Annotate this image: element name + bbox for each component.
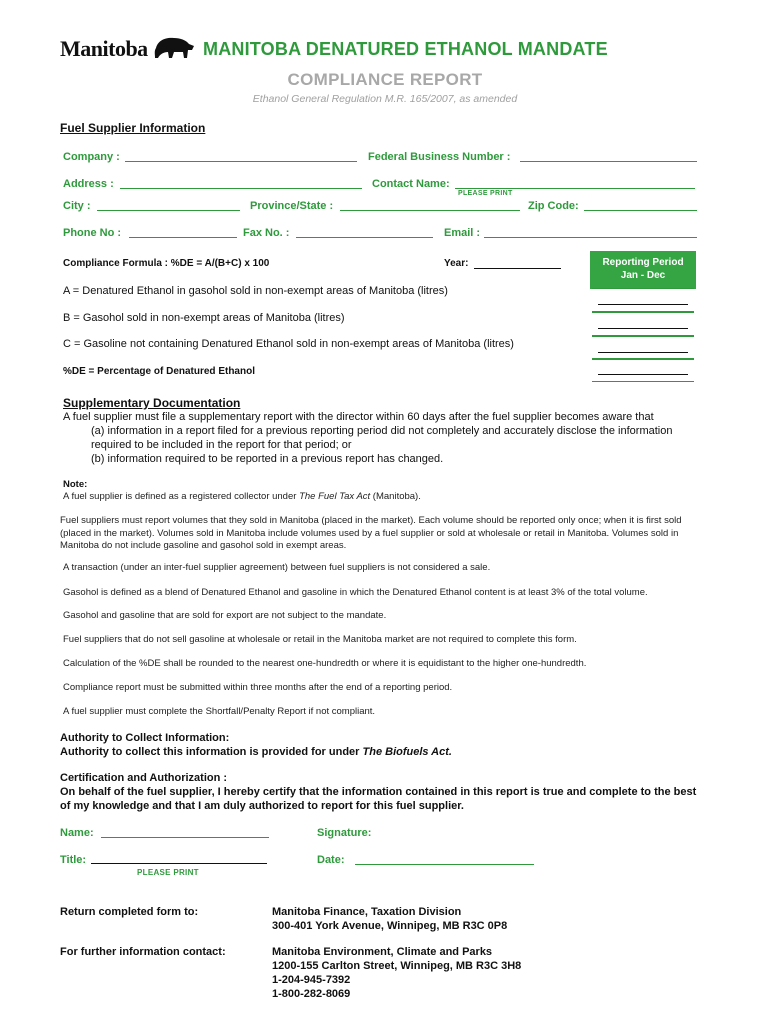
reporting-period-title: Reporting Period [602, 257, 684, 268]
authority-text: Authority to collect this information is provided for under The Biofuels Act. [60, 746, 452, 758]
supplementary-line-3: required to be included in the report for that period; or [91, 439, 352, 451]
note-export: Gasohol and gasoline that are sold for export are not subject to the mandate. [63, 610, 387, 621]
return-address-line-2: 300-401 York Avenue, Winnipeg, MB R3C 0P8 [272, 920, 508, 932]
province-field[interactable] [340, 200, 520, 211]
supplementary-line-4: (b) information required to be reported in a previous report has changed. [91, 453, 444, 465]
federal-business-number-field[interactable] [520, 151, 697, 162]
name-label: Name: [60, 827, 94, 839]
supplementary-line-2: (a) information in a report filed for a previous reporting period did not completely and accurately disclose the information [91, 425, 673, 437]
title-field[interactable] [91, 853, 267, 864]
date-label: Date: [317, 854, 345, 866]
return-address-line-1: Manitoba Finance, Taxation Division [272, 906, 462, 918]
company-field[interactable] [125, 151, 357, 162]
email-field[interactable] [484, 227, 697, 238]
info-phone-1: 1-204-945-7392 [272, 974, 351, 986]
supplier-section-heading: Fuel Supplier Information [60, 121, 206, 135]
city-field[interactable] [97, 200, 240, 211]
note-collector-definition: A fuel supplier is defined as a registered collector under The Fuel Tax Act (Manitoba). [63, 491, 421, 502]
date-field[interactable] [355, 854, 534, 865]
signature-label: Signature: [317, 827, 372, 839]
certification-heading: Certification and Authorization : [60, 772, 228, 784]
regulation-reference: Ethanol General Regulation M.R. 165/2007, as amended [252, 93, 518, 105]
value-de-field[interactable] [592, 358, 694, 382]
company-label: Company : [63, 151, 120, 163]
year-label: Year: [444, 258, 469, 269]
zip-code-field[interactable] [584, 200, 697, 211]
note-volumes: Fuel suppliers must report volumes that they sold in Manitoba (placed in the market). Each volume should be reported only once; when it is first sold (placed in the market). Volumes sold in Manitoba include volumes used by a fuel supplier or sold at wholesale or retail in Manitoba. Volumes sold in Manitoba do not include gasoline and gasohol sold in exempt areas. [60, 515, 682, 551]
phone-label: Phone No : [63, 227, 122, 239]
zip-code-label: Zip Code: [528, 200, 579, 212]
note-shortfall: A fuel supplier must complete the Shortfall/Penalty Report if not compliant. [63, 706, 376, 717]
name-field[interactable] [101, 827, 269, 838]
federal-business-number-label: Federal Business Number : [368, 151, 511, 163]
contact-name-label: Contact Name: [372, 178, 450, 190]
reporting-period-box [590, 251, 696, 289]
contact-name-field[interactable] [455, 178, 695, 189]
title-label: Title: [60, 854, 87, 866]
note-heading: Note: [63, 479, 88, 490]
formula-de-description: %DE = Percentage of Denatured Ethanol [63, 366, 255, 377]
info-phone-2: 1-800-282-8069 [272, 988, 351, 1000]
note-submission-deadline: Compliance report must be submitted within three months after the end of a reporting period. [63, 682, 453, 693]
certification-line-1: On behalf of the fuel supplier, I hereby certify that the information contained in this report is true and complete to the best [60, 786, 697, 798]
further-info-label: For further information contact: [60, 946, 226, 958]
formula-c-description: C = Gasoline not containing Denatured Ethanol sold in non-exempt areas of Manitoba (litres) [63, 338, 514, 350]
contact-please-print-hint: PLEASE PRINT [458, 190, 513, 197]
supplementary-line-1: A fuel supplier must file a supplementary report with the director within 60 days after the fuel supplier becomes aware that [63, 411, 654, 423]
note-not-required: Fuel suppliers that do not sell gasoline at wholesale or retail in the Manitoba market are not required to complete this form. [63, 634, 577, 645]
value-a-field[interactable] [592, 288, 694, 312]
province-label: Province/State : [250, 200, 334, 212]
year-field[interactable] [474, 258, 561, 269]
return-form-label: Return completed form to: [60, 906, 199, 918]
supplementary-heading: Supplementary Documentation [63, 396, 241, 410]
logo-wordmark: Manitoba [60, 36, 148, 61]
info-contact-line-1: Manitoba Environment, Climate and Parks [272, 946, 493, 958]
fax-field[interactable] [296, 227, 433, 238]
reporting-period-range: Jan - Dec [620, 270, 666, 281]
value-b-field[interactable] [592, 312, 694, 336]
info-contact-line-2: 1200-155 Carlton Street, Winnipeg, MB R3C 3H8 [272, 960, 522, 972]
authority-heading: Authority to Collect Information: [60, 732, 230, 744]
manitoba-logo [60, 34, 200, 64]
address-label: Address : [63, 178, 114, 190]
phone-field[interactable] [129, 227, 237, 238]
formula-a-description: A = Denatured Ethanol in gasohol sold in non-exempt areas of Manitoba (litres) [63, 285, 448, 297]
title-please-print-hint: PLEASE PRINT [137, 868, 199, 877]
note-gasohol-definition: Gasohol is defined as a blend of Denatured Ethanol and gasoline in which the Denatured Ethanol content is at least 3% of the total volume. [63, 587, 648, 598]
address-field[interactable] [120, 178, 362, 189]
value-c-field[interactable] [592, 336, 694, 360]
form-title: MANITOBA DENATURED ETHANOL MANDATE [203, 39, 608, 59]
compliance-formula: Compliance Formula : %DE = A/(B+C) x 100 [63, 258, 270, 269]
note-transaction: A transaction (under an inter-fuel supplier agreement) between fuel suppliers is not considered a sale. [63, 562, 491, 573]
note-rounding: Calculation of the %DE shall be rounded to the nearest one-hundredth or where it is equidistant to the higher one-hundredth. [63, 658, 587, 669]
bison-icon [152, 34, 196, 62]
formula-b-description: B = Gasohol sold in non-exempt areas of Manitoba (litres) [63, 312, 345, 324]
city-label: City : [63, 200, 91, 212]
email-label: Email : [444, 227, 481, 239]
form-subtitle: COMPLIANCE REPORT [287, 70, 483, 89]
certification-line-2: of my knowledge and that I am duly authorized to report for this fuel supplier. [60, 800, 464, 812]
fax-label: Fax No. : [243, 227, 290, 239]
